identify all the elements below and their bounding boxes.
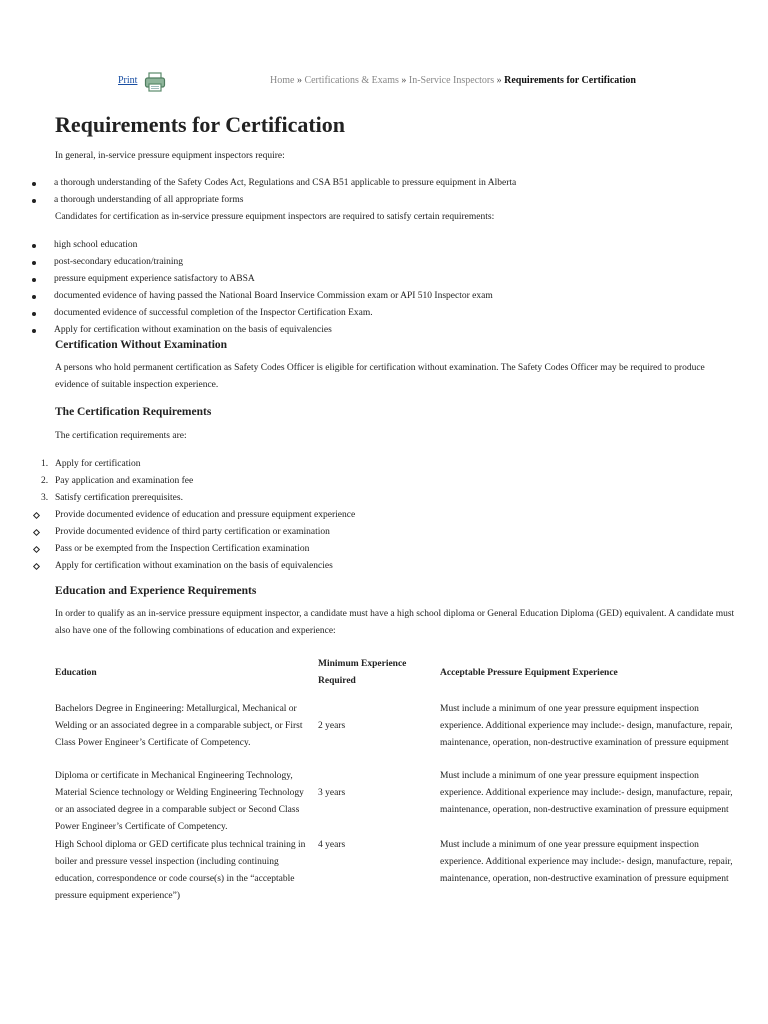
intro-list: [55, 175, 735, 209]
page-title: Requirements for Certification: [55, 112, 346, 137]
list-item: Pass or be exempted from the Inspection Certification examination: [55, 541, 735, 558]
top-bar: [0, 72, 768, 94]
table-cell: Must include a minimum of one year pressure equipment inspection experience. Additional experience may include:- design, manufacture, repair, maintenance, operation, non-destructive examination of pressure equipment: [440, 771, 733, 815]
column-header: Minimum Experience Required: [318, 659, 407, 686]
list-item: 3. Satisfy certification prerequisites.: [41, 493, 183, 503]
column-header: Education: [55, 667, 97, 678]
education-table: [55, 651, 735, 905]
list-item: documented evidence of successful completion of the Inspector Certification Exam.: [54, 305, 735, 322]
table-row: [55, 695, 735, 768]
list-item: 2. Pay application and examination fee: [41, 476, 194, 486]
cert-requirements-heading: The Certification Requirements: [55, 406, 212, 418]
candidates-text: Candidates for certification as in-service pressure equipment inspectors are required to satisfy certain requirements:: [55, 212, 495, 222]
breadcrumb-inservice[interactable]: In-Service Inspectors: [408, 75, 495, 86]
table-cell: Must include a minimum of one year pressure equipment inspection experience. Additional experience may include:- design, manufacture, repair, maintenance, operation, non-destructive examination of pressure equipment: [440, 704, 733, 748]
print-link[interactable]: Print: [118, 75, 138, 86]
breadcrumb-home[interactable]: Home: [270, 75, 295, 86]
cert-steps-list: [41, 456, 735, 507]
table-row: [55, 837, 735, 905]
breadcrumb-certifications[interactable]: Certifications & Exams: [304, 75, 399, 86]
list-item: Provide documented evidence of education and pressure equipment experience: [55, 507, 735, 524]
breadcrumb: [270, 75, 636, 86]
list-item: Apply for certification without examination on the basis of equivalencies: [55, 558, 735, 575]
table-cell: 3 years: [318, 788, 346, 798]
list-item: a thorough understanding of the Safety Codes Act, Regulations and CSA B51 applicable to pressure equipment in Alberta: [54, 175, 735, 192]
table-cell: High School diploma or GED certificate plus technical training in boiler and pressure vessel inspection (including continuing education, correspondence or code course(s) in the “acceptable pressure equipment experience”): [55, 840, 306, 901]
breadcrumb-separator: »: [401, 75, 407, 86]
printer-icon[interactable]: [144, 72, 166, 92]
table-cell: Bachelors Degree in Engineering: Metallurgical, Mechanical or Welding or an associated degree in a comparable subject, or First Class Power Engineer’s Certificate of Competency.: [55, 704, 303, 748]
list-item: pressure equipment experience satisfactory to ABSA: [54, 271, 735, 288]
requirements-list: [55, 237, 735, 339]
list-item: Provide documented evidence of third party certification or examination: [55, 524, 735, 541]
list-item: high school education: [54, 237, 735, 254]
list-item: 1. Apply for certification: [41, 459, 141, 469]
list-item: post-secondary education/training: [54, 254, 735, 271]
main-content: [41, 108, 735, 905]
breadcrumb-separator: »: [496, 75, 502, 86]
table-cell: 2 years: [318, 721, 346, 731]
column-header: Acceptable Pressure Equipment Experience: [440, 667, 618, 678]
table-row: [55, 768, 735, 837]
table-cell: 4 years: [318, 840, 346, 850]
education-heading: Education and Experience Requirements: [55, 585, 257, 597]
table-cell: Must include a minimum of one year pressure equipment inspection experience. Additional experience may include:- design, manufacture, repair, maintenance, operation, non-destructive examination of pressure equipment: [440, 840, 733, 884]
prerequisites-list: [55, 507, 735, 575]
list-item: Apply for certification without examination on the basis of equivalencies: [54, 322, 735, 339]
table-cell: Diploma or certificate in Mechanical Engineering Technology, Material Science technology or Welding Engineering Technology or an associated degree in a comparable subject or Second Class Power Engineer’s Certificate of Competency.: [55, 771, 304, 832]
without-exam-heading: Certification Without Examination: [55, 339, 228, 351]
list-item: a thorough understanding of all appropriate forms: [54, 192, 735, 209]
breadcrumb-separator: »: [296, 75, 302, 86]
intro-text: In general, in-service pressure equipment inspectors require:: [55, 151, 285, 161]
cert-requirements-intro: The certification requirements are:: [55, 431, 187, 441]
education-text: In order to qualify as an in-service pressure equipment inspector, a candidate must have a high school diploma or General Education Diploma (GED) equivalent. A candidate must also have one of the following combinations of education and experience:: [55, 609, 735, 636]
table-header-row: [55, 651, 735, 695]
list-item: documented evidence of having passed the National Board Inservice Commission exam or API 510 Inspector exam: [54, 288, 735, 305]
breadcrumb-current: Requirements for Certification: [504, 75, 636, 86]
without-exam-text: A persons who hold permanent certification as Safety Codes Officer is eligible for certification without examination. The Safety Codes Officer may be required to produce evidence of suitable inspection experience.: [55, 363, 705, 390]
